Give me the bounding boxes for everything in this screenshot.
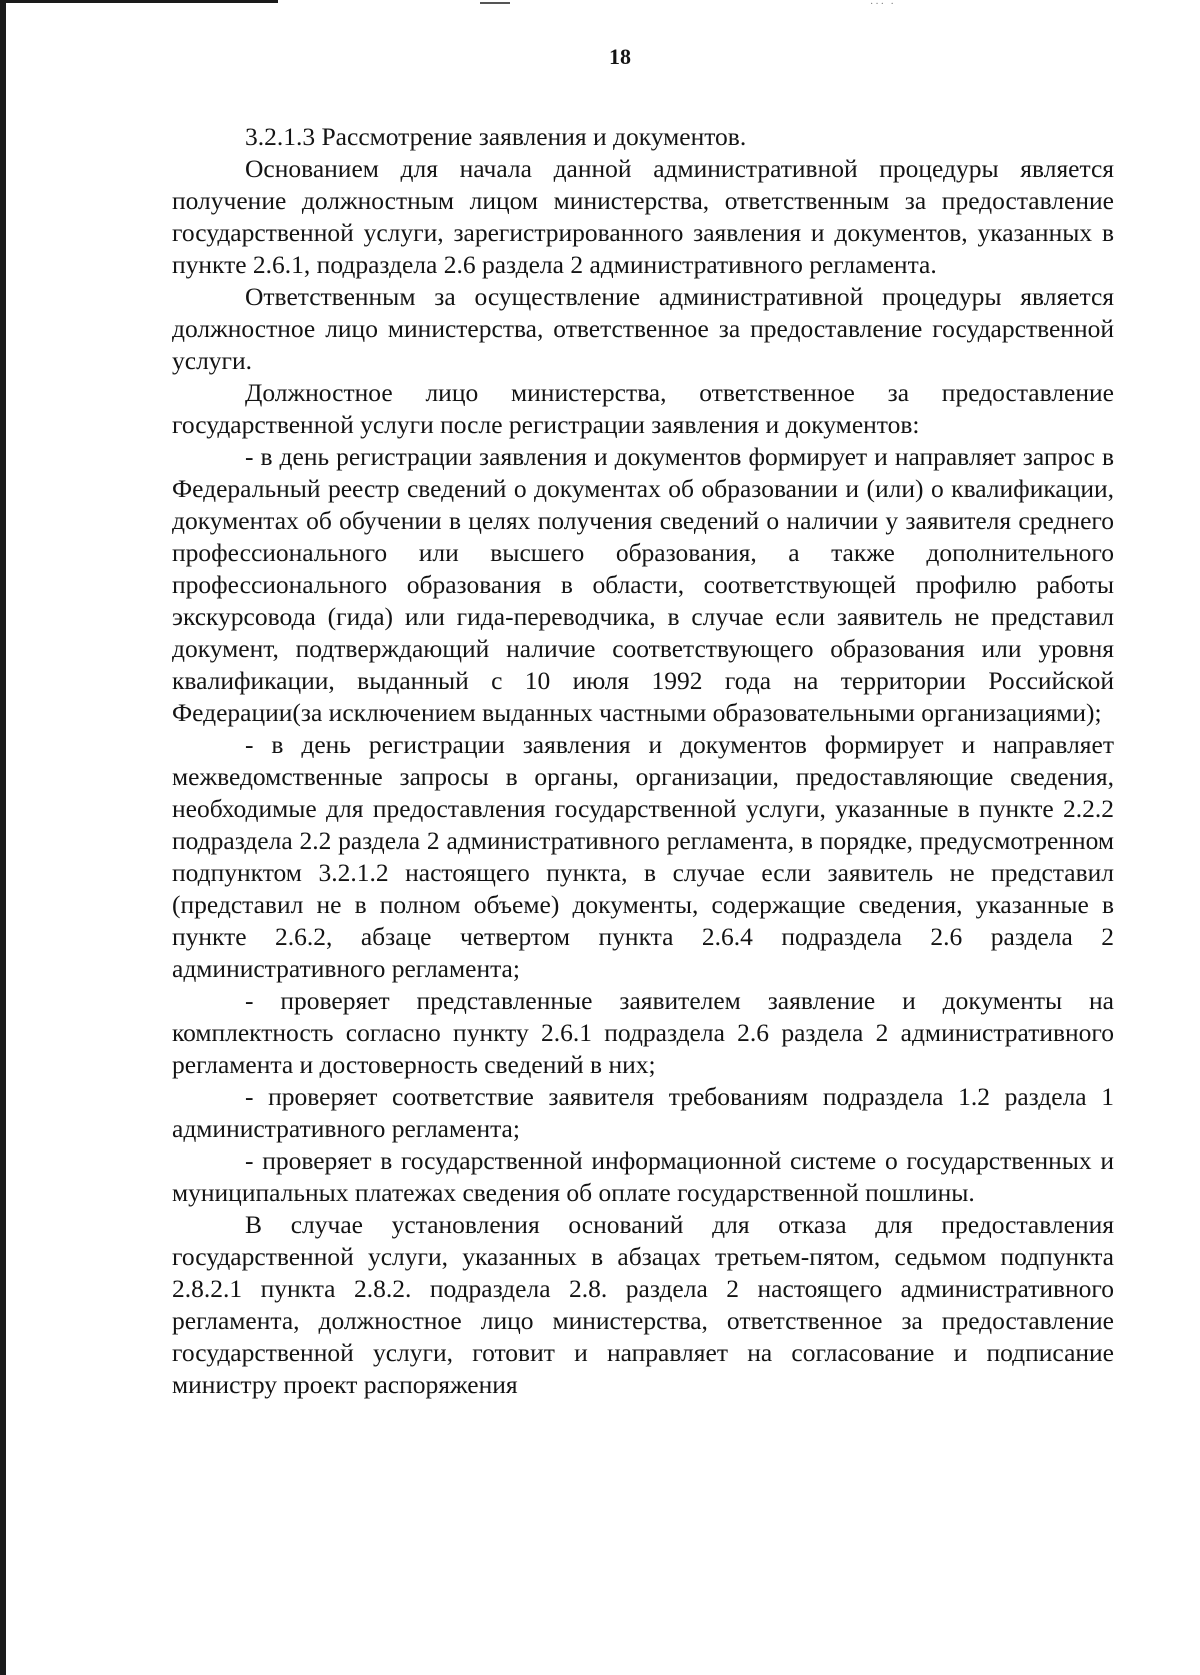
list-item: - проверяет представленные заявителем заявление и документы на комплектность согласно пункту 2.6.1 подраздела 2.6 раздела 2 административного регламента и достоверность сведений в них;: [172, 986, 1114, 1079]
scan-specks: ··· ·: [870, 0, 896, 10]
list-item: - в день регистрации заявления и документов формирует и направляет запрос в Федеральный реестр сведений о документах об образовании и (или) о квалификации, документах об обучении в целях получения сведений о наличии у заявителя среднего профессионального или высшего образования, а также дополнительного профессионального образования в области, соответствующей профилю работы экскурсовода (гида) или гида-переводчика, в случае если заявитель не представил документ, подтверждающий наличие соответствующего образования или уровня квалификации, выданный с 10 июля 1992 года на территории Российской Федерации(за исключением выданных частными образовательными организациями);: [172, 442, 1114, 727]
section-heading: 3.2.1.3 Рассмотрение заявления и документов.: [245, 122, 747, 151]
list-item: - в день регистрации заявления и документов формирует и направляет межведомственные запросы в органы, организации, предоставляющие сведения, необходимые для предоставления государственной услуги, указанные в пункте 2.2.2 подраздела 2.2 раздела 2 административного регламента, в порядке, предусмотренном подпунктом 3.2.1.2 настоящего пункта, в случае если заявитель не представил (представил не в полном объеме) документы, содержащие сведения, указанные в пункте 2.6.2, абзаце четвертом пункта 2.6.4 подраздела 2.6 раздела 2 административного регламента;: [172, 730, 1114, 983]
page-number: 18: [609, 44, 631, 69]
scan-edge-left: [0, 0, 6, 1675]
scan-mark: [480, 2, 510, 4]
scan-edge-top: [0, 0, 278, 3]
paragraph: Основанием для начала данной административной процедуры является получение должностным лицом министерства, ответственным за предоставление государственной услуги, зарегистрированного заявления и документов, указанных в пункте 2.6.1, подраздела 2.6 раздела 2 административного регламента.: [172, 154, 1114, 279]
paragraph: Ответственным за осуществление административной процедуры является должностное лицо министерства, ответственное за предоставление государственной услуги.: [172, 282, 1114, 375]
list-item: - проверяет соответствие заявителя требованиям подраздела 1.2 раздела 1 административного регламента;: [172, 1082, 1114, 1143]
list-item: - проверяет в государственной информационной системе о государственных и муниципальных платежах сведения об оплате государственной пошлины.: [172, 1146, 1114, 1207]
paragraph: В случае установления оснований для отказа для предоставления государственной услуги, указанных в абзацах третьем-пятом, седьмом подпункта 2.8.2.1 пункта 2.8.2. подраздела 2.8. раздела 2 настоящего административного регламента, должностное лицо министерства, ответственное за предоставление государственной услуги, готовит и направляет на согласование и подписание министру проект распоряжения: [172, 1210, 1114, 1399]
paragraph: Должностное лицо министерства, ответственное за предоставление государственной услуги после регистрации заявления и документов:: [172, 378, 1114, 439]
document-body: [172, 121, 1114, 1401]
